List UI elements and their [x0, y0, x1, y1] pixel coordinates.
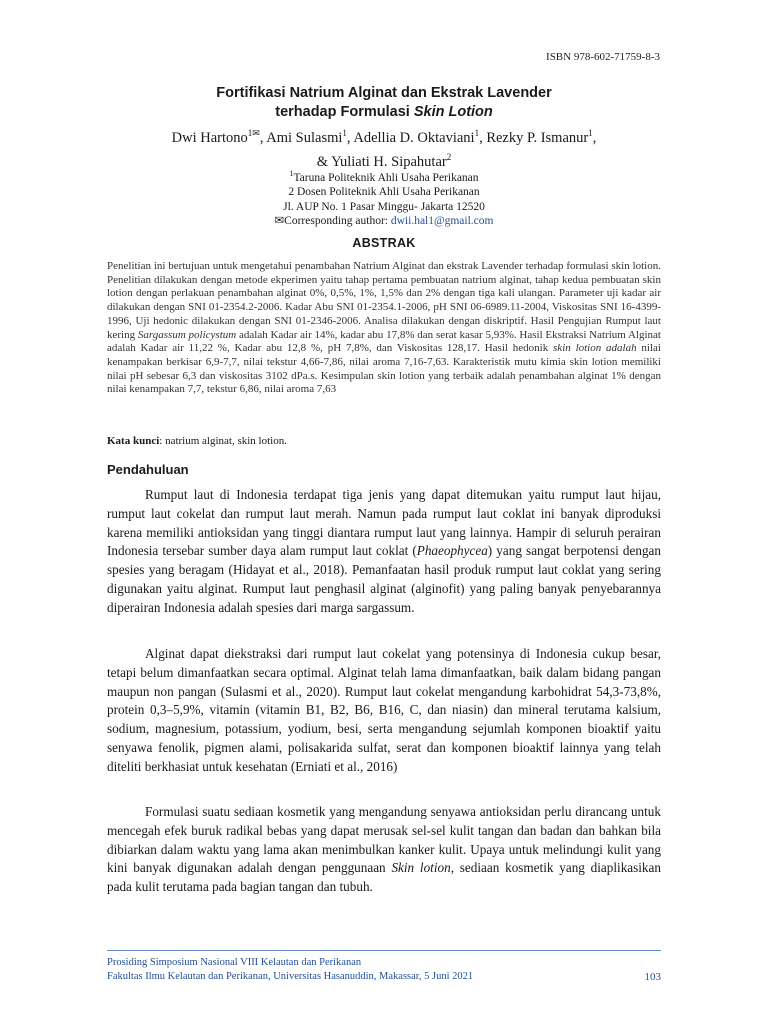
- author-3: , Adellia D. Oktaviani: [346, 129, 475, 146]
- affiliation-1-text: Taruna Politeknik Ahli Usaha Perikanan: [293, 171, 479, 184]
- abstract-italic-2: skin lotion adalah: [553, 342, 637, 355]
- author-list: [100, 124, 668, 172]
- paragraph-1: [107, 486, 661, 618]
- footer-institution: Fakultas Ilmu Kelautan dan Perikanan, Universitas Hasanuddin, Makassar, 5 Juni 2021: [107, 971, 474, 982]
- keywords-label: Kata kunci: [107, 435, 160, 447]
- abstract-italic-1: Sargassum policystum: [137, 328, 237, 341]
- footer-divider: [107, 950, 661, 951]
- author-4: , Rezky P. Ismanur: [479, 129, 589, 146]
- affiliation-1-sup: 1: [289, 169, 294, 178]
- title-line-2: [100, 103, 668, 122]
- isbn-header: ISBN 978-602-71759-8-3: [546, 51, 660, 63]
- author-2-sup: 1: [342, 128, 347, 138]
- author-5-sup: 2: [446, 151, 452, 162]
- title-line-2-prefix: terhadap Formulasi: [275, 104, 414, 120]
- title-line-1: Fortifikasi Natrium Alginat dan Ekstrak Lavender: [216, 85, 552, 101]
- page-number: 103: [644, 971, 661, 983]
- footer-proceedings: Prosiding Simposium Nasional VIII Kelautan dan Perikanan: [107, 957, 362, 968]
- affiliation-address: Jl. AUP No. 1 Pasar Minggu- Jakarta 12520: [283, 200, 485, 213]
- abstract-part-2: adalah Kadar air 14%, kadar abu 17,8% dan serat kasar 5,93%. Hasil Ekstraksi Natrium Alginat adalah Kadar air 11,22 %, Kadar abu 12,8 %, pH 7,8%, dan Viskositas 128,17. Hasil hedonik: [107, 328, 661, 355]
- abstract-heading: ABSTRAK: [352, 236, 416, 250]
- author-line-1: [100, 124, 668, 148]
- corresponding-label: ✉Corresponding author:: [274, 215, 391, 228]
- affiliation-2: 2 Dosen Politeknik Ahli Usaha Perikanan: [288, 186, 480, 199]
- title-line-2-italic: Skin Lotion: [413, 104, 493, 120]
- author-1: Dwi Hartono: [171, 129, 248, 146]
- keywords: [107, 434, 661, 448]
- paper-title: [100, 84, 668, 122]
- corresponding-author: [100, 214, 668, 229]
- paragraph-3-b: , sediaan kosmetik yang diaplikasikan pada kulit terutama pada bagian tangan dan tubuh.: [107, 860, 661, 895]
- affiliation-1: [100, 167, 668, 185]
- abstract-body: [107, 260, 661, 397]
- section-heading-pendahuluan: Pendahuluan: [107, 462, 189, 477]
- abstract-part-1: Penelitian ini bertujuan untuk mengetahui penambahan Natrium Alginat dan ekstrak Lavender terhadap formulasi skin lotion. Penelitian dilakukan dengan metode ekperimen yaitu tahap pertama pembuatan natrium alginat, tahap kedua pembuatan skin lotion dengan perlakuan penambahan alginat 0%, 0,5%, 1%, 1,5% dan 2% dengan tiga kali ulangan. Parameter uji kadar air dilakukan dengan SNI 01-2354.2-2006. Kadar Abu SNI 01-2354.1-2006, pH SNI 06-6989.11-2004, Viskositas SNI 16-4399-1996, Uji hedonic dilakukan dengan SNI 01-2346-2006. Analisa dilakukan dengan diskriptif. Hasil Pengujian Rumput laut kering: [107, 260, 661, 341]
- paragraph-1-b: ) yang sangat berpotensi dengan spesies yang beragam (Hidayat et al., 2018). Pemanfaatan hasil produk rumput laut coklat yang sering digunakan yaitu alginat. Rumput laut penghasil alginat (alginofit) yang paling banyak penyebarannya diperairan Indonesia adalah spesies dari marga sargassum.: [107, 543, 661, 615]
- corresponding-email-link[interactable]: dwii.hal1@gmail.com: [390, 215, 494, 228]
- author-5: & Yuliati H. Sipahutar: [316, 153, 447, 170]
- author-3-sup: 1: [474, 128, 480, 138]
- keywords-text: : natrium alginat, skin lotion.: [159, 435, 287, 447]
- author-1-sup: 1✉: [247, 128, 260, 138]
- paragraph-3-italic: Skin lotion: [391, 860, 451, 876]
- paragraph-1-a: Rumput laut di Indonesia terdapat tiga jenis yang dapat ditemukan yaitu rumput laut hijau, rumput laut cokelat dan rumput laut merah. Namun pada rumput laut coklat ini banyak diproduksi karena memiliki antioksidan yang tinggi diantara rumput laut yang lainnya. Hampir di seluruh perairan Indonesia tersebar sumber daya alam rumput laut coklat (: [107, 487, 661, 559]
- author-4-sup: 1: [588, 128, 593, 138]
- affiliations: [100, 167, 668, 229]
- abstract-part-3: nilai kenampakan berkisar 6,9-7,7, nilai tekstur 4,66-7,86, nilai aroma 7,16-7,63. Karakteristik mutu kimia skin lotion memiliki nilai pH sebesar 6,3 dan viskositas 3102 dPa.s. Kesimpulan skin lotion yang terbaik adalah penambahan alginat 1% dengan nilai kenampakan 7,7, tekstur 6,86, nilai aroma 7,63: [107, 342, 661, 396]
- paragraph-1-italic: Phaeophycea: [416, 543, 488, 559]
- paragraph-2: Alginat dapat diekstraksi dari rumput laut cokelat yang potensinya di Indonesia cukup besar, tetapi belum dimanfaatkan secara optimal. Alginat telah lama dimanfaatkan, baik dalam bidang pangan maupun non pangan (Sulasmi et al., 2020). Rumput laut cokelat mengandung karbohidrat 54,3-73,8%, protein 0,3–5,9%, vitamin (vitamin B1, B2, B6, B16, C, dan niasin) dan mineral terutama kalsium, sodium, magnesium, potassium, yodium, besi, serta mengandung sejumlah komponen bioaktif yaitu senyawa fenolik, pigmen alami, polisakarida sulfat, serat dan komponen bioaktif lainnya yang telah diteliti berkhasiat untuk kesehatan (Erniati et al., 2016): [107, 646, 661, 774]
- author-4-tail: ,: [592, 129, 597, 146]
- paragraph-3-a: Formulasi suatu sediaan kosmetik yang mengandung senyawa antioksidan perlu dirancang untuk mencegah efek buruk radikal bebas yang dapat merusak sel-sel kulit tangan dan badan dan bahkan bila dibiarkan dalam waktu yang lama akan menimbulkan kanker kulit. Upaya untuk melindungi kulit yang kini banyak digunakan adalah dengan penggunaan: [107, 804, 661, 876]
- paragraph-3: [107, 803, 661, 897]
- author-2: , Ami Sulasmi: [259, 129, 343, 146]
